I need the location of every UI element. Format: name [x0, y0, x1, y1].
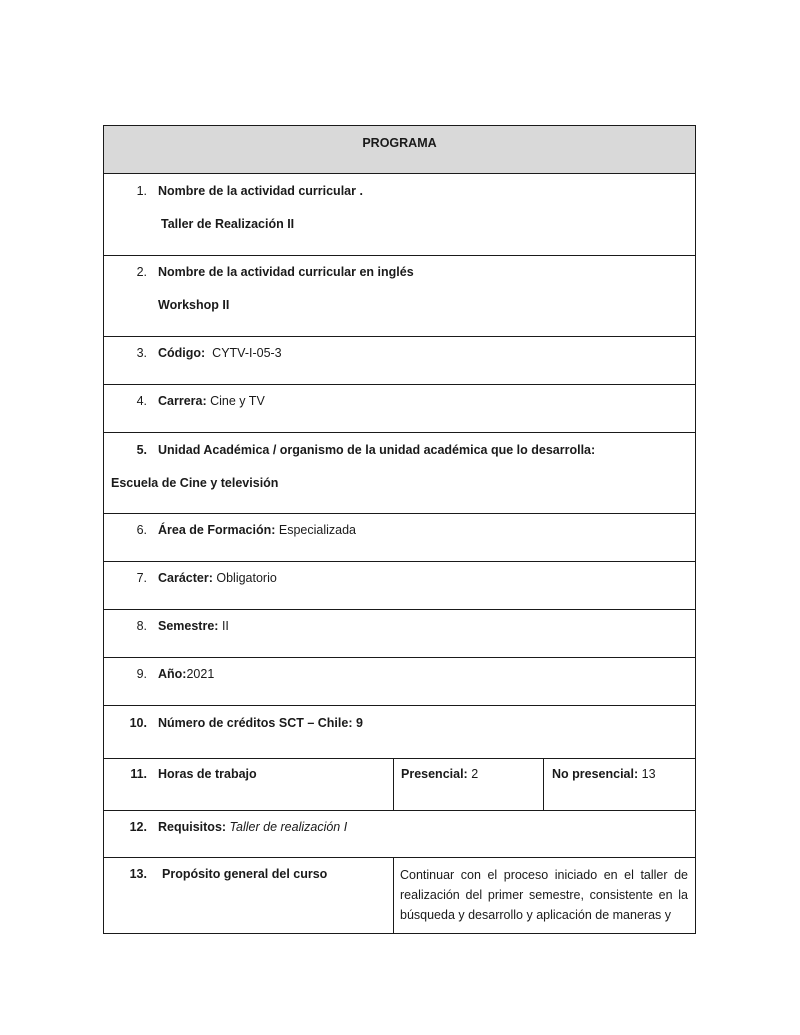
item-number: 1. — [136, 184, 147, 198]
presencial-label: Presencial: — [401, 767, 468, 781]
row-code — [104, 336, 695, 384]
item-number: 5. — [136, 443, 147, 457]
item-number: 12. — [129, 820, 147, 834]
item-label: Nombre de la actividad curricular en inglés — [158, 265, 414, 279]
item-value: CYTV-I-05-3 — [212, 346, 282, 360]
item-number: 8. — [136, 619, 147, 633]
item-number: 2. — [136, 265, 147, 279]
row-course-purpose — [104, 857, 695, 933]
no-presencial-value: 13 — [641, 767, 656, 781]
table-header — [104, 126, 695, 173]
item-value: II — [221, 619, 229, 633]
row-activity-name-english — [104, 255, 695, 336]
no-presencial-label: No presencial: — [552, 767, 639, 781]
item-label: Nombre de la actividad curricular . — [158, 184, 363, 198]
item-label: Número de créditos SCT – Chile: 9 — [158, 716, 363, 730]
item-value: Cine y TV — [210, 394, 265, 408]
item-label: Requisitos: — [158, 820, 227, 834]
item-label: Carácter: — [158, 571, 213, 585]
row-training-area — [104, 513, 695, 561]
item-label: Área de Formación: — [158, 523, 276, 537]
column-divider — [393, 858, 394, 933]
presencial-hours — [401, 767, 478, 781]
row-year — [104, 657, 695, 705]
item-number: 11. — [130, 767, 147, 781]
row-activity-name — [104, 173, 695, 255]
item-value: Taller de Realización II — [161, 217, 295, 231]
item-label: Año: — [158, 667, 187, 681]
item-label: Semestre: — [158, 619, 219, 633]
item-number: 13. — [129, 867, 147, 881]
row-work-hours — [104, 758, 695, 810]
item-value: Workshop II — [158, 298, 230, 312]
item-label: Código: — [158, 346, 206, 360]
item-number: 10. — [129, 716, 147, 730]
item-value: Especializada — [278, 523, 357, 537]
row-character — [104, 561, 695, 609]
row-semester — [104, 609, 695, 657]
item-value: Escuela de Cine y televisión — [111, 476, 279, 490]
row-credits — [104, 705, 695, 758]
item-number: 6. — [136, 523, 147, 537]
item-label: Propósito general del curso — [162, 867, 328, 881]
item-number: 3. — [136, 346, 147, 360]
item-number: 4. — [136, 394, 147, 408]
item-number: 9. — [136, 667, 147, 681]
item-label: Unidad Académica / organismo de la unidad académica que lo desarrolla: — [158, 443, 596, 457]
item-number: 7. — [136, 571, 147, 585]
column-divider — [393, 759, 394, 810]
item-value: Taller de realización I — [229, 820, 348, 834]
program-table — [103, 125, 696, 934]
row-academic-unit — [104, 432, 695, 513]
page-title: PROGRAMA — [362, 136, 437, 150]
row-career — [104, 384, 695, 432]
course-purpose-text: Continuar con el proceso iniciado en el taller de realización del primer semestre, consistente en la búsqueda y desarrollo y aplicación de maneras y — [400, 868, 688, 922]
presencial-value: 2 — [471, 767, 479, 781]
item-value: Obligatorio — [216, 571, 277, 585]
row-requirements — [104, 810, 695, 857]
item-label: Horas de trabajo — [158, 767, 257, 781]
no-presencial-hours — [552, 767, 656, 781]
column-divider — [543, 759, 544, 810]
item-label: Carrera: — [158, 394, 207, 408]
item-value: 2021 — [186, 667, 215, 681]
